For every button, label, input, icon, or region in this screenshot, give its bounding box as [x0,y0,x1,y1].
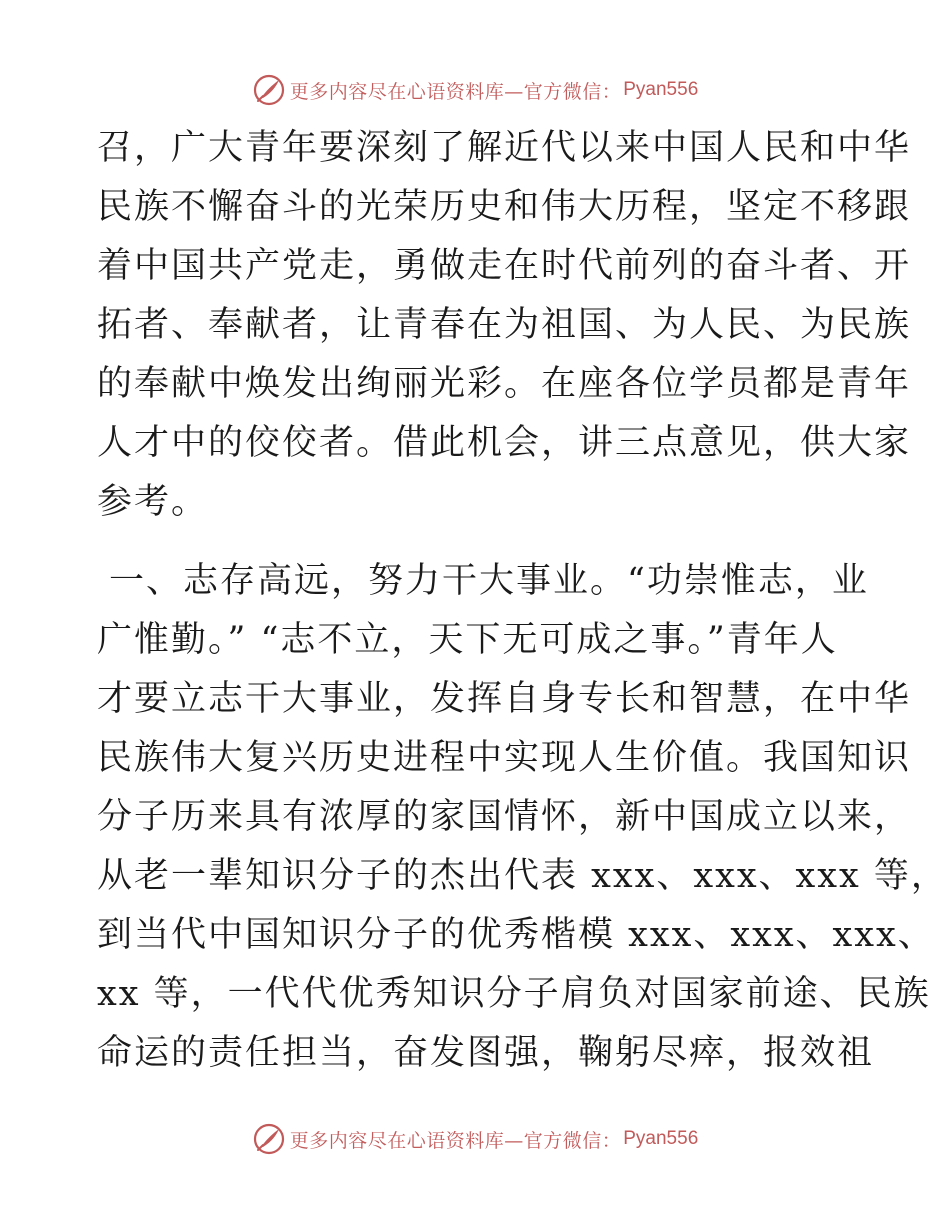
text-line: 拓者、奉献者，让青春在为祖国、为人民、为民族 [97,305,912,345]
text-line: 分子历来具有浓厚的家国情怀，新中国成立以来， [97,797,912,837]
text-line: 的奉献中焕发出绚丽光彩。在座各位学员都是青年 [97,364,912,404]
paragraph-spacer [97,532,867,552]
paragraph-section-one [97,552,948,1083]
text-line: 着中国共产党走，勇做走在时代前列的奋斗者、开 [97,246,912,286]
feather-pen-seal-icon [252,1122,286,1156]
document-body [97,119,948,1083]
header-watermark-banner [0,70,950,110]
footer-watermark-banner [0,1119,950,1159]
footer-promo-text: 更多内容尽在心语资料库—官方微信： [289,1129,622,1152]
text-line: 民族不懈奋斗的光荣历史和伟大历程，坚定不移跟 [97,187,912,227]
text-line: 民族伟大复兴历史进程中实现人生价值。我国知识 [97,738,912,778]
text-line: 命运的责任担当，奋发图强，鞠躬尽瘁，报效祖 [97,1033,875,1073]
footer-wechat-account: Pyan556 [623,1128,699,1149]
feather-pen-seal-icon [252,73,286,107]
header-wechat-account: Pyan556 [623,79,699,100]
text-line: 召，广大青年要深刻了解近代以来中国人民和中华 [97,128,912,168]
text-line: 人才中的佼佼者。借此机会，讲三点意见，供大家 [97,423,912,463]
text-line: 到当代中国知识分子的优秀楷模 xxx、xxx、xxx、 [97,915,935,955]
paragraph-intro-continuation [97,119,912,532]
text-line: 从老一辈知识分子的杰出代表 xxx、xxx、xxx 等， [97,856,948,896]
header-promo-text: 更多内容尽在心语资料库—官方微信： [289,80,622,103]
text-line: 才要立志干大事业，发挥自身专长和智慧，在中华 [97,679,912,719]
text-line: 参考。 [97,482,209,522]
text-line: xx 等，一代代优秀知识分子肩负对国家前途、民族 [97,974,931,1014]
text-line: 广惟勤。” “志不立，天下无可成之事。”青年人 [97,620,838,660]
section-heading-line: 一、志存高远，努力干大事业。“功崇惟志，业 [109,561,869,601]
